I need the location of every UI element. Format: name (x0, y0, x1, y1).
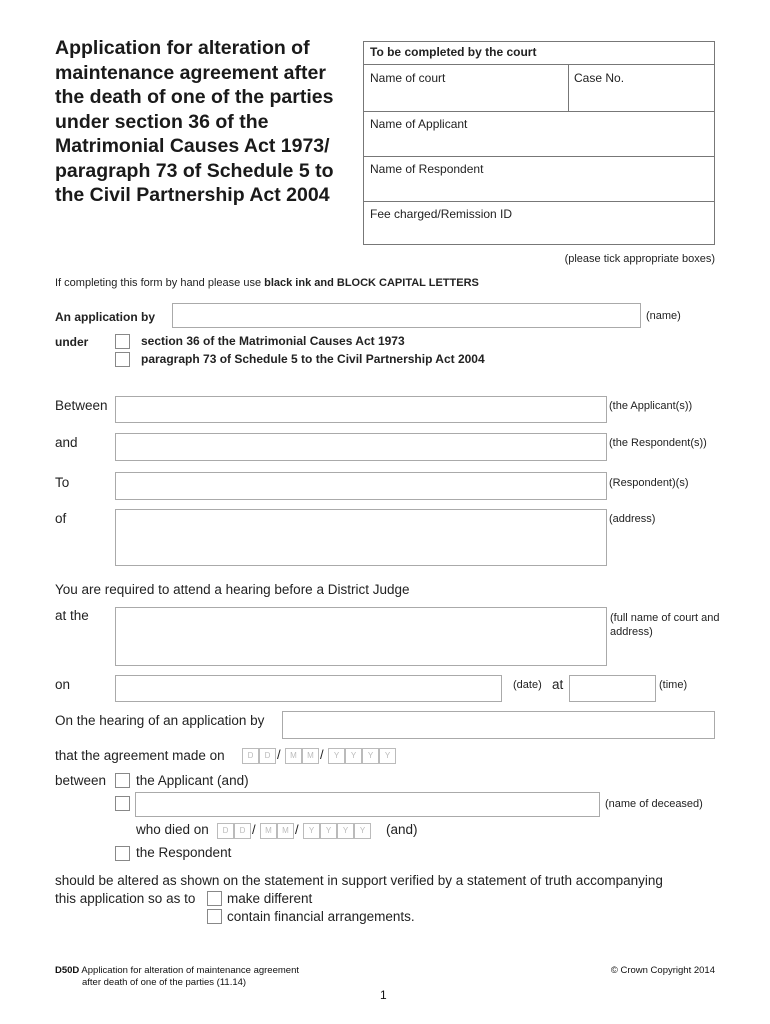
date-cell[interactable]: Y (337, 823, 354, 839)
on-hearing-label: On the hearing of an application by (55, 713, 265, 728)
hearing-text: You are required to attend a hearing before a District Judge (55, 582, 410, 597)
date-cell[interactable]: D (242, 748, 259, 764)
court-row-respondent[interactable] (364, 156, 714, 202)
instruction-bold: black ink and BLOCK CAPITAL LETTERS (264, 277, 479, 289)
to-respondent-field[interactable] (115, 472, 607, 500)
date-cell[interactable]: Y (354, 823, 371, 839)
date-separator: / (295, 822, 299, 837)
date-cell[interactable]: D (259, 748, 276, 764)
name-of-deceased-field[interactable] (135, 792, 600, 817)
to-label: To (55, 475, 70, 490)
hearing-date-field[interactable] (115, 675, 502, 702)
address-hint: (address) (609, 513, 656, 525)
at-the-label: at the (55, 608, 89, 623)
case-no-divider (568, 65, 569, 112)
respondent-checkbox[interactable] (115, 846, 130, 861)
name-of-deceased-hint: (name of deceased) (605, 798, 703, 810)
date-cell[interactable]: Y (328, 748, 345, 764)
footer-code: D50D (55, 965, 80, 976)
date-cell[interactable]: Y (303, 823, 320, 839)
footer-line2: after death of one of the parties (11.14) (82, 977, 247, 988)
section-36-label: section 36 of the Matrimonial Causes Act 1973 (141, 334, 405, 348)
court-row-fee[interactable] (364, 201, 714, 246)
on-label: on (55, 677, 71, 692)
date-cell[interactable]: M (302, 748, 319, 764)
court-address-hint: (full name of court and address) (610, 612, 720, 638)
who-died-on-label: who died on (136, 822, 209, 837)
fee-charged-label: Fee charged/Remission ID (370, 207, 513, 221)
this-application-text: this application so as to (55, 891, 196, 906)
applicants-hint: (the Applicant(s)) (609, 400, 693, 412)
instruction-text (55, 277, 479, 289)
name-hint: (name) (646, 310, 681, 322)
paragraph-73-label: paragraph 73 of Schedule 5 to the Civil Partnership Act 2004 (141, 352, 485, 366)
of-label: of (55, 511, 67, 526)
instruction-prefix: If completing this form by hand please use (55, 277, 265, 289)
footer-copyright: © Crown Copyright 2014 (610, 965, 715, 976)
date-cell[interactable]: D (234, 823, 251, 839)
address-field[interactable] (115, 509, 607, 566)
footer-form-info (55, 965, 299, 989)
applicant-and-checkbox[interactable] (115, 773, 130, 788)
respondent-s-hint: (Respondent)(s) (609, 477, 689, 489)
name-of-respondent-label: Name of Respondent (370, 162, 484, 176)
respondent-label: the Respondent (136, 845, 232, 860)
under-label: under (55, 335, 89, 349)
date-cell[interactable]: M (260, 823, 277, 839)
court-use-box (363, 41, 715, 245)
make-different-label: make different (227, 891, 313, 906)
respondents-hint: (the Respondent(s)) (609, 437, 707, 449)
date-cell[interactable]: M (277, 823, 294, 839)
court-box-heading: To be completed by the court (370, 45, 537, 59)
court-address-field[interactable] (115, 607, 607, 666)
tick-note: (please tick appropriate boxes) (564, 253, 715, 265)
and-paren-label: (and) (386, 822, 418, 837)
time-hint: (time) (659, 679, 688, 691)
court-row-name[interactable] (364, 64, 714, 112)
form-title: Application for alteration of maintenance agreement after the death of one of the parties under section 36 of the Matrimonial Causes Act 1973/ paragraph 73 of Schedule 5 to the Civil Partnership Act 2004 (55, 37, 334, 206)
between-2-label: between (55, 773, 107, 788)
name-of-applicant-label: Name of Applicant (370, 117, 468, 131)
section-36-checkbox[interactable] (115, 334, 130, 349)
make-different-checkbox[interactable] (207, 891, 222, 906)
date-separator: / (277, 747, 281, 762)
contain-financial-checkbox[interactable] (207, 909, 222, 924)
contain-financial-label: contain financial arrangements. (227, 909, 415, 924)
between-label: Between (55, 398, 108, 413)
case-no-label: Case No. (574, 71, 625, 85)
name-of-court-label: Name of court (370, 71, 446, 85)
application-by-label: An application by (55, 310, 156, 324)
date-separator: / (252, 822, 256, 837)
date-cell[interactable]: Y (362, 748, 379, 764)
date-separator: / (320, 747, 324, 762)
applicant-name-field[interactable] (172, 303, 641, 328)
applicant-and-label: the Applicant (and) (136, 773, 249, 788)
footer-line1: Application for alteration of maintenance agreement (81, 965, 299, 976)
date-cell[interactable]: Y (379, 748, 396, 764)
date-cell[interactable]: Y (345, 748, 362, 764)
and-label: and (55, 435, 78, 450)
date-hint: (date) (513, 679, 542, 691)
agreement-made-on-label: that the agreement made on (55, 748, 225, 763)
date-cell[interactable]: D (217, 823, 234, 839)
respondents-field[interactable] (115, 433, 607, 461)
hearing-applicant-field[interactable] (282, 711, 715, 739)
at-label: at (552, 677, 564, 692)
page-number: 1 (380, 988, 387, 1002)
date-cell[interactable]: Y (320, 823, 337, 839)
date-cell[interactable]: M (285, 748, 302, 764)
paragraph-73-checkbox[interactable] (115, 352, 130, 367)
court-row-applicant[interactable] (364, 111, 714, 157)
deceased-checkbox[interactable] (115, 796, 130, 811)
hearing-time-field[interactable] (569, 675, 656, 702)
applicants-field[interactable] (115, 396, 607, 423)
should-be-altered-text: should be altered as shown on the statement in support verified by a statement of truth accompanying (55, 873, 663, 888)
